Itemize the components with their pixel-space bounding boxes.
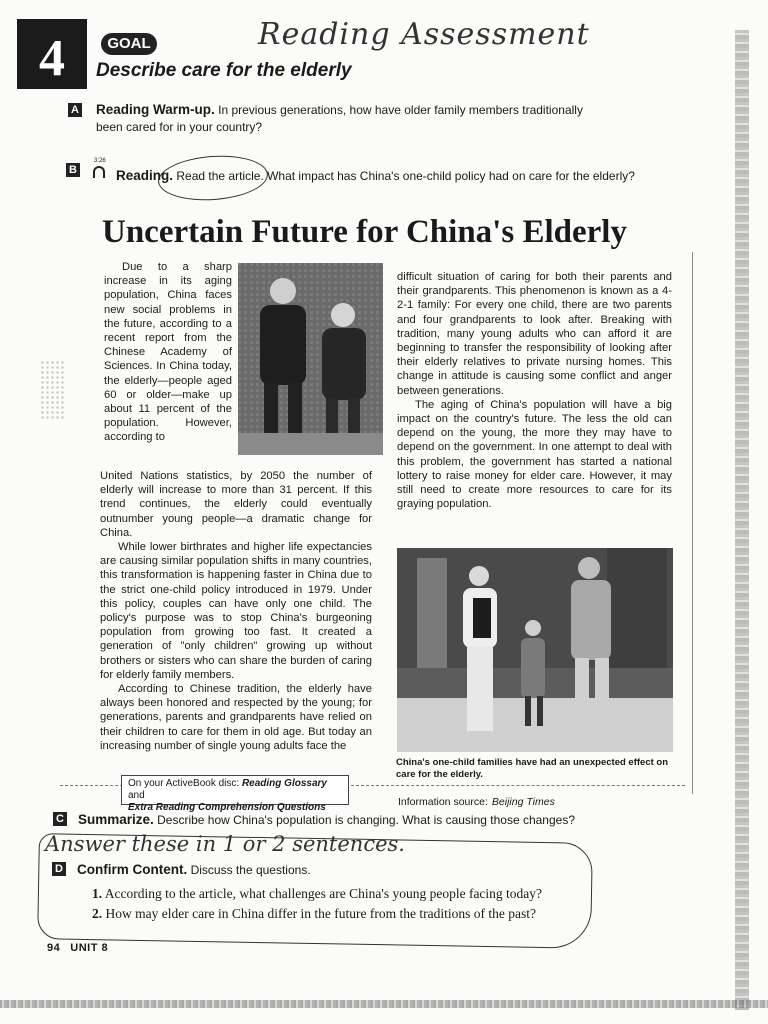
question-2-text: How may elder care in China differ in the future from the traditions of the past? xyxy=(105,906,536,921)
section-c-heading: Summarize. xyxy=(78,812,154,827)
section-c-prompt: Describe how China's population is changing. What is causing those changes? xyxy=(157,813,575,827)
photo-family-walking xyxy=(397,548,673,752)
activebook-line2: Extra Reading Comprehension Questions xyxy=(128,802,326,813)
information-source xyxy=(398,796,555,808)
scan-speckle xyxy=(40,360,65,420)
audio-track-number: 3:26 xyxy=(94,158,106,164)
section-a-letter: A xyxy=(68,103,82,117)
article-col1-top xyxy=(104,260,232,445)
unit-label: UNIT 8 xyxy=(70,942,109,954)
source-name: Beijing Times xyxy=(491,796,555,808)
goal-badge: GOAL xyxy=(101,33,157,55)
section-b-letter: B xyxy=(66,163,80,177)
question-1-text: According to the article, what challenges are China's young people facing today? xyxy=(104,886,543,901)
source-label: Information source: xyxy=(398,796,488,808)
headphones-icon xyxy=(93,166,105,178)
scan-edge-bottom xyxy=(0,1000,768,1008)
article-title: Uncertain Future for China's Elderly xyxy=(102,214,627,250)
activebook-prefix: On your ActiveBook disc: xyxy=(128,778,240,789)
goal-heading: Describe care for the elderly xyxy=(96,60,352,81)
handwritten-instruction: Answer these in 1 or 2 sentences. xyxy=(45,832,405,856)
scan-edge-right xyxy=(735,30,749,1010)
question-2 xyxy=(92,906,536,922)
article-col1-p2: While lower birthrates and higher life expectancies are causing similar population shifts in many countries, this transformation is happening faster in China due to the strict one-child policy introduced in 1979. Under this policy, couples can have only one child. The policy's purpose was to stop China's burgeoning population from growing too fast. It created a generation of "only children" growing up without brothers or sisters who can share the burden of caring for elderly family members. xyxy=(100,541,372,681)
section-d-prompt: Discuss the questions. xyxy=(190,863,311,877)
unit-number-box: 4 xyxy=(17,19,87,89)
section-d-letter: D xyxy=(52,862,66,876)
section-b-instruction: Read the article. xyxy=(176,169,264,183)
handwritten-title: Reading Assessment xyxy=(258,17,590,52)
activebook-and: and xyxy=(128,790,145,801)
section-d-heading: Confirm Content. xyxy=(77,862,188,877)
question-1-number: 1. xyxy=(92,886,103,901)
question-2-number: 2. xyxy=(92,906,103,921)
article-col1-p1-cont: United Nations statistics, by 2050 the number of elderly will increase to more than 31 percent. If this trend continues, the elderly could eventually outnumber young people—a dramatic change for China. xyxy=(100,470,372,539)
article-col2 xyxy=(397,270,672,511)
article-col1-main xyxy=(100,469,372,753)
section-a-text xyxy=(96,102,616,118)
photo-elderly-couple xyxy=(238,263,383,455)
section-c-text xyxy=(78,812,575,828)
section-c-letter: C xyxy=(53,812,67,826)
section-a-line1: In previous generations, how have older family members traditionally xyxy=(218,103,583,117)
article-col1-p3: According to Chinese tradition, the elderly have always been honored and respected by the young; for generations, parents and grandparents have relied on their children to care for them in old age. But today an increasing number of single young adults face the xyxy=(100,683,372,752)
activebook-line1 xyxy=(128,778,342,802)
section-b-question: What impact has China's one-child policy had on care for the elderly? xyxy=(267,169,635,183)
page-footer xyxy=(47,942,108,954)
activebook-note xyxy=(121,775,349,813)
section-a-line2: been cared for in your country? xyxy=(96,120,263,134)
activebook-glossary: Reading Glossary xyxy=(241,778,327,789)
section-b-text xyxy=(116,168,656,184)
article-col2-p2: The aging of China's population will have a big impact on the country's future. The less the old can depend on the young, the more they may have to depend on the government. In one attempt to deal with this problem, the government has started a national lottery to raise money for elder care. However, it may still need to create more resources to care for its graying population. xyxy=(397,398,672,511)
article-col2-p1: difficult situation of caring for both their parents and their grandparents. This phenomenon is known as a 4-2-1 family: For every one child, there are two parents and four grandparents to look after. Breaking with tradition, many young adults who can afford it are beginning to transfer the responsibility of looking after their elderly relatives to private nursing homes. This change in attitude is causing some conflict and anger between generations. xyxy=(397,271,672,397)
photo-caption: China's one-child families have had an unexpected effect on care for the elderly. xyxy=(396,757,669,780)
page-number: 94 xyxy=(47,942,61,954)
section-b-heading: Reading. xyxy=(116,168,174,183)
section-a-heading: Reading Warm-up. xyxy=(96,102,215,117)
question-1 xyxy=(92,886,542,902)
article-col1-top-text: Due to a sharp increase in its aging population, China faces new social problems in the future, according to a recent report from the Chinese Academy of Sciences. In China today, the elderly—people aged 60 or older—make up about 11 percent of the population. However, according to xyxy=(104,261,232,444)
section-d-text xyxy=(77,862,311,878)
